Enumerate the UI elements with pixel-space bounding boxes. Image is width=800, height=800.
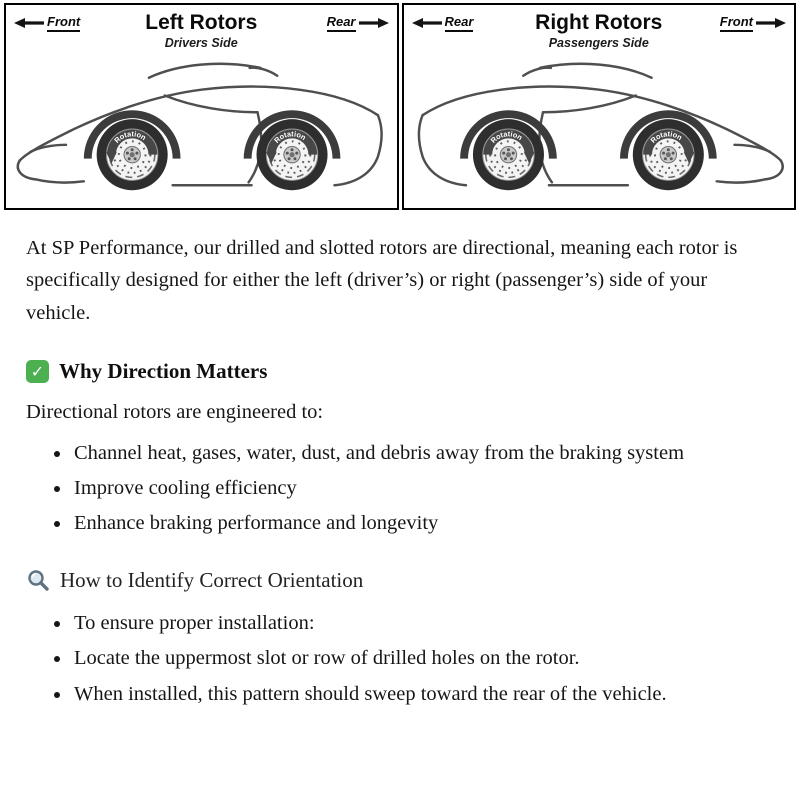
lead-paragraph: Directional rotors are engineered to:: [26, 401, 324, 424]
panel-subtitle: Drivers Side: [164, 36, 238, 51]
panel-subtitle: Passengers Side: [548, 36, 649, 51]
panel-title: Left Rotors: [145, 11, 258, 34]
why-direction-list: [26, 437, 774, 540]
right-panel-header: [404, 5, 795, 50]
front-label-text: Front: [47, 15, 80, 32]
panel-title: Right Rotors: [535, 11, 663, 34]
rotor-direction-diagram: [0, 0, 800, 210]
rotation-label: Rotation: [112, 129, 149, 145]
right-rear-rotor: [464, 114, 553, 190]
bullet-item: • Locate the uppermost slot or row of drilled holes on the rotor.: [72, 642, 774, 674]
right-rotors-panel: [402, 3, 797, 210]
left-arrow-icon: [412, 18, 442, 28]
identify-orientation-list: [26, 607, 774, 710]
rear-direction-label: [319, 15, 389, 32]
article-body: [0, 210, 800, 710]
rear-label-text: Rear: [445, 15, 474, 32]
left-car-illustration: [6, 56, 397, 206]
right-car-illustration: [404, 56, 795, 206]
left-arrow-icon: [14, 18, 44, 28]
front-direction-label: [14, 15, 84, 32]
heading-text: Why Direction Matters: [59, 359, 268, 384]
intro-paragraph: At SP Performance, our drilled and slotted rotors are directional, meaning each rotor is specifically designed for either the left (driver’s) or right (passenger’s) side of your vehicle.: [26, 237, 738, 324]
bullet-item: • To ensure proper installation:: [72, 607, 774, 639]
bullet-item: • Enhance braking performance and longevity: [72, 507, 774, 539]
left-front-rotor: [88, 114, 177, 190]
left-rotors-panel: [4, 3, 399, 210]
rotation-label: Rotation: [272, 129, 308, 145]
bullet-item: • When installed, this pattern should sweep toward the rear of the vehicle.: [72, 678, 774, 710]
why-direction-heading: [26, 355, 774, 388]
left-panel-title-block: [84, 12, 319, 50]
right-arrow-icon: [359, 18, 389, 28]
rear-direction-label: [412, 15, 482, 32]
identify-orientation-heading: [26, 564, 774, 597]
rotation-label: Rotation: [648, 129, 684, 145]
heading-text: How to Identify Correct Orientation: [60, 567, 364, 592]
right-panel-title-block: [482, 12, 717, 50]
front-label-text: Front: [720, 15, 753, 32]
rotation-label: Rotation: [488, 129, 524, 145]
right-arrow-icon: [756, 18, 786, 28]
bullet-item: • Channel heat, gases, water, dust, and debris away from the braking system: [72, 437, 774, 469]
magnifier-icon: [26, 568, 50, 592]
rear-label-text: Rear: [327, 15, 356, 32]
left-rear-rotor: [248, 114, 337, 190]
left-panel-header: [6, 5, 397, 50]
bullet-item: • Improve cooling efficiency: [72, 472, 774, 504]
check-icon: ✓: [26, 360, 49, 383]
front-direction-label: [716, 15, 786, 32]
right-front-rotor: [623, 114, 712, 190]
